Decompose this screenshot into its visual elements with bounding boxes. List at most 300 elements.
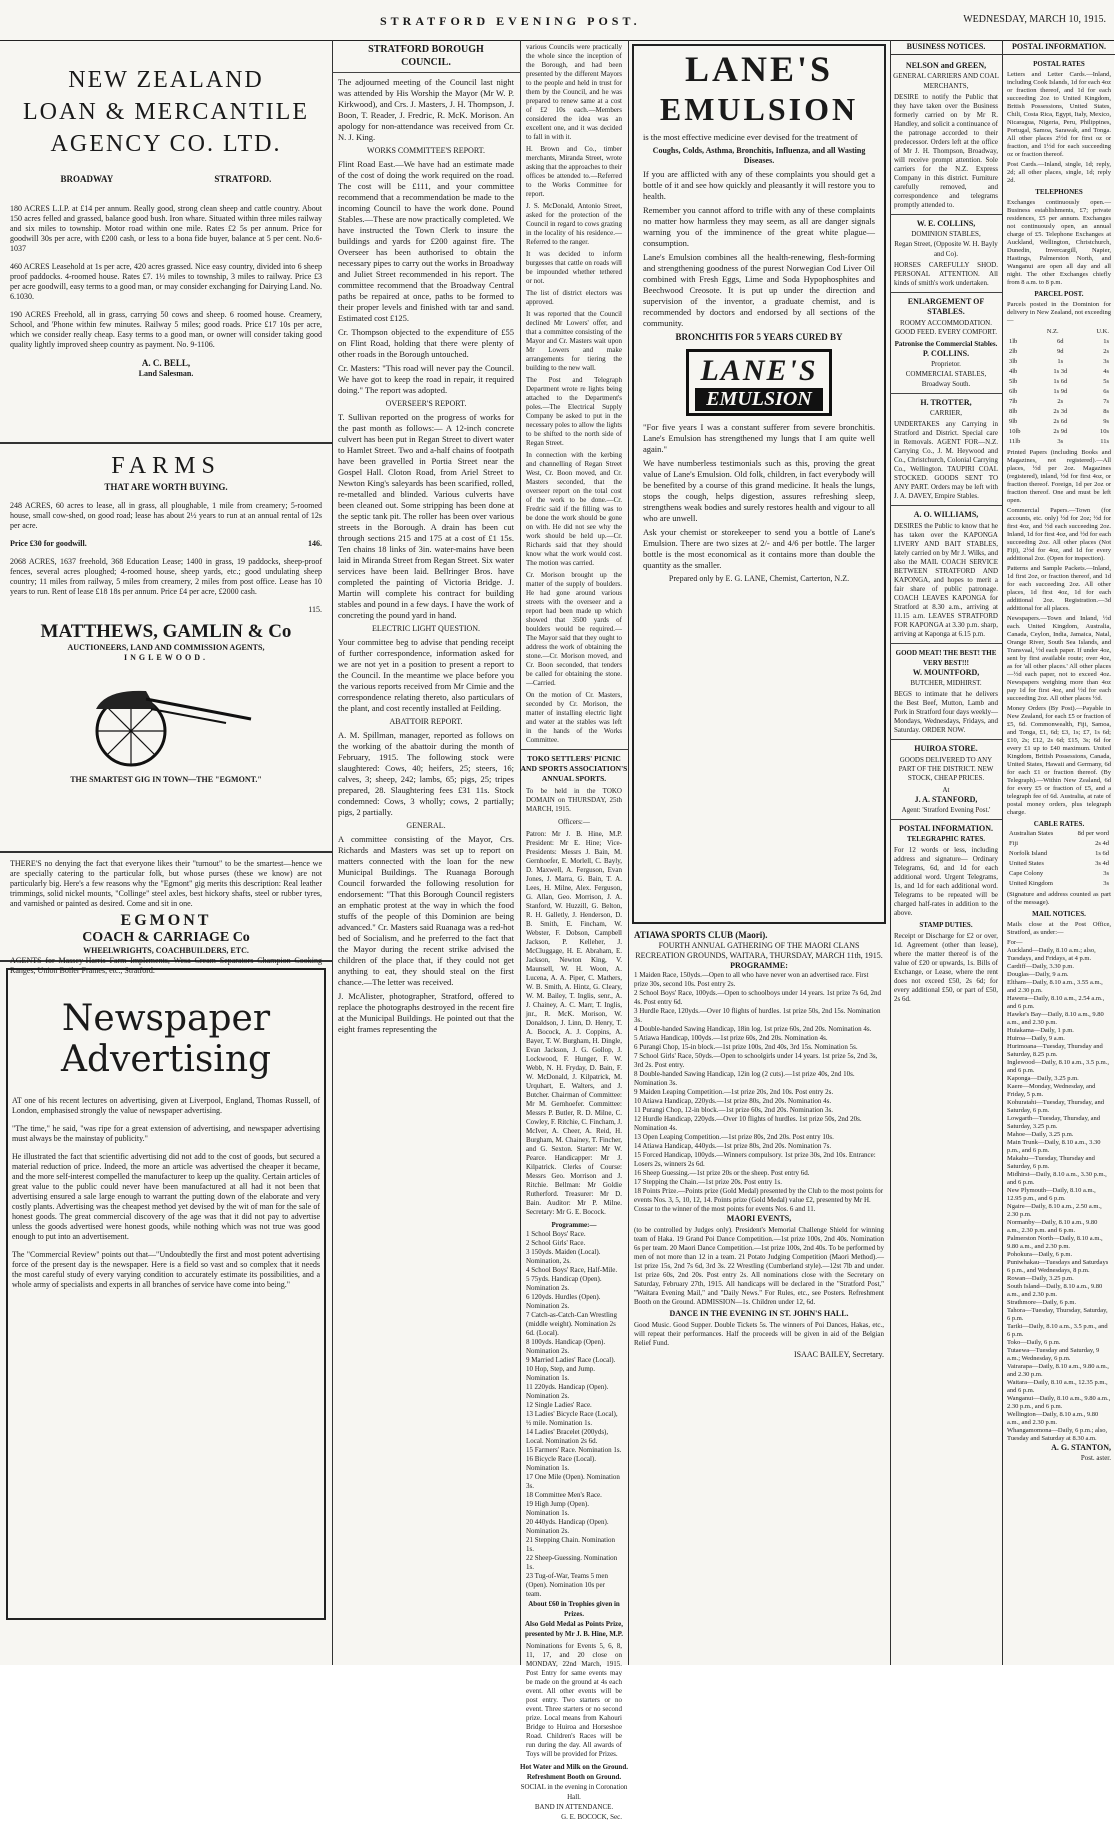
stables-patronise: Patronise the Commercial Stables. (894, 340, 998, 348)
lanes-emulsion-ad (632, 44, 886, 924)
table-row (1003, 417, 1115, 427)
programme-item: 17 One Mile (Open). Nomination 3s. (526, 1473, 620, 1490)
programme-item: 11 Purangi Chop, 12-in block.—1st prize 60s, 2nd 20s. Nomination 3s. (634, 1106, 834, 1114)
table-cell: 1s 6d (1053, 378, 1068, 385)
programme-item: 15 Farmers' Race. Nomination 1s. (526, 1446, 622, 1454)
table-cell: 10lb (1009, 428, 1021, 435)
programme-item: 10 Hop, Step, and Jump. Nomination 1s. (526, 1365, 596, 1382)
egmont-ad (0, 853, 332, 975)
overseer-heading: OVERSEER'S REPORT. (385, 399, 467, 408)
table-row (1003, 849, 1115, 859)
programme-item: 7 Catch-as-Catch-Can Wrestling (middle weight). Nomination 2s 6d. (Local). (526, 1311, 617, 1337)
table-cell: 9d (1057, 348, 1064, 355)
news-paragraph-3: He illustrated the fact that scientific advertising did not add to the cost of goods, but secured a material reduction of price. Indeed, the more an article was advertised the cheaper it became, and the more self-interest compelled the manufacturer to keep up the quality. Certain articles of great value to the public could never have been manufactured at all had it not been that advertising ensured a sale large enough to warrant the putting down of the elaborate and very costly plants. Advertising was the cheapest method yet devised by the wit of man for the sale of honest goods. The great commercial discovery of the age was that it did not pay to advertise unless the goods advertised were honest goods, while nothing which was not true was good enough to put into an advertisement. (12, 1152, 320, 1241)
mail-notice-item: Puniwhakau—Tuesdays and Saturdays 6 p.m., and Wednesdays, 8 p.m. (1007, 1259, 1109, 1274)
lanes-logo (686, 349, 832, 416)
table-cell: 4s (1103, 368, 1109, 375)
news-paragraph-2: "The time," he said, "was ripe for a great extension of advertising, and newspaper advertising must always be the mainstay of publicity." (12, 1124, 320, 1143)
programme-item: 5 75yds. Handicap (Open). Nomination 2s. (526, 1275, 602, 1292)
table-cell: 1s (1103, 338, 1109, 345)
nz-title-2: LOAN & MERCANTILE (23, 99, 309, 125)
table-cell: 7lb (1009, 398, 1018, 405)
egmont-subtitle: WHEELWRIGHTS, COACHBUILDERS, ETC. (83, 946, 249, 955)
general-heading: GENERAL. (406, 821, 446, 830)
farm-1-price-row (10, 539, 322, 549)
programme-item: 3 150yds. Maiden (Local). Nomination, 2s. (526, 1248, 601, 1265)
farm-1-price: Price £30 for goodwill. (10, 539, 87, 548)
table-cell: U.K. (1096, 328, 1109, 335)
programme-item: 17 Stepping the Chain.—1st prize 20s. Post entry 1s. (634, 1178, 782, 1186)
column-4 (628, 40, 891, 1665)
stanford-name: J. A. STANFORD, (914, 795, 978, 804)
table-cell: 1s (1057, 358, 1064, 365)
table-cell: 9s (1103, 418, 1109, 425)
parcel-rate-table (1003, 327, 1115, 447)
programme-item: 6 120yds. Hurdles (Open). Nomination 2s. (526, 1293, 601, 1310)
toko-p1: To be held in the TOKO DOMAIN on THURSDAY, 25th MARCH, 1915. (526, 787, 622, 813)
mail-notice-item: Tutaewa—Tuesday and Saturday, 9 a.m.; Wednesday, 6 p.m. (1007, 1347, 1100, 1362)
parcel-post-text: Parcels posted in the Dominion for delivery in New Zealand, not exceeding— (1007, 301, 1111, 324)
parcel-post-heading: PARCEL POST. (1034, 290, 1084, 298)
table-cell: 6lb (1009, 388, 1018, 395)
toko-trophies: About £60 in Trophies given in Prizes. (528, 1600, 620, 1618)
council-p1: The adjourned meeting of the Council last night was attended by His Worship the Mayor (Mr W. P. Kirkwood), and Crs. J. Masters, J. H. Thompson, J. Boon, T. Reader, J. Fredric, R. McK. Morison. An apology for non-attendance was received from Cr. N. J. King. (338, 77, 514, 142)
nz-listing-3: 190 ACRES Freehold, all in grass, carrying 50 cows and sheep. 6 roomed house. Creamery, School, and 'Phone within few minutes. Railway 5 miles; good roads. Price £17 10s per acre, which we consider really cheap. Easy terms to a good man, or owner will consider taking good quality lightly improved sheep country as payment. No. 9-1106. (10, 310, 322, 349)
table-cell: 1s 6d (1095, 850, 1109, 857)
postal-information-title: POSTAL INFORMATION. (1003, 40, 1115, 55)
mail-notice-item: Inglewood—Daily, 8.10 a.m., 3.5 p.m., and 6 p.m. (1007, 1059, 1109, 1074)
mail-notice-item: Vairarapa—Daily, 8.10 a.m., 9.80 a.m., and 2.30 p.m. (1007, 1363, 1109, 1378)
mail-notice-item: Makahu—Tuesday, Thursday and Saturday, 6 p.m. (1007, 1155, 1095, 1170)
lanes-p1: is the most effective medicine ever devised for the treatment of (643, 132, 858, 142)
collins-subtitle: DOMINION STABLES, (911, 230, 981, 238)
money-orders: Money Orders (By Post).—Payable in New Zealand, for each £5 or fraction of £5, 6d. Commonwealth, Fiji, Samoa, and Tonga, £1, 6d; £3, 1s; £7, 1s 6d; £10, 2s; £12, 2s 6d; £15, 3s; 6d for every £1 up to £40 maximum. United Kingdom, British Possessions, Canada, United States, Hawaii and Germany, 6d for each £1 or fraction thereof. (By Telegraph).—Within New Zealand, 6d for every £5 or fraction of £5, and a telegraph fee of 6d. Australia, at rate of postal money orders, plus telegraph charge. (1007, 705, 1111, 816)
programme-item: 9 Married Ladies' Race (Local). (526, 1356, 616, 1364)
abattoir-heading: ABATTOIR REPORT. (389, 717, 463, 726)
table-cell: Norfolk Island (1009, 850, 1048, 857)
mail-notice-item: Hawera—Daily, 8.10 a.m., 2.54 a.m., and 6 p.m. (1007, 995, 1105, 1010)
table-cell: 8d per word (1077, 830, 1109, 837)
programme-item: 13 Open Leaping Competition.—1st prize 80s, 2nd 20s. Post entry 10s. (634, 1133, 834, 1141)
mail-notice-item: Huiroa—Daily, 9 a.m. (1007, 1035, 1065, 1042)
farms-subtitle: THAT ARE WORTH BUYING. (104, 482, 228, 492)
nz-left-label: BROADWAY (60, 174, 114, 184)
council-p4: Cr. Masters: "This road will never pay the Council. We have got to keep the road in repair, it required doing." The report was adopted. (338, 363, 514, 395)
stables-text: ROOMY ACCOMMODATION. GOOD FEED. EVERY COMFORT. (894, 319, 998, 336)
telegraphic-rates-title: TELEGRAPHIC RATES. (906, 835, 986, 843)
atiawa-title: ATIAWA SPORTS CLUB (Maori). (634, 930, 768, 940)
farm-listing-2: 2068 ACRES, 1637 freehold, 368 Education Lease; 1400 in grass, 19 paddocks, sheep-proof fences, several acres ploughed; 4-roomed house, sheep yards, etc.; good undulating sheep country; 11 miles from railway, 5 miles from creamery, 2 miles from post office. Lease has 10 years to run. Rent of lease £18 18s per annum. Price £4 per acre, £2000 cash. (10, 557, 322, 596)
table-cell: 5lb (1009, 378, 1018, 385)
mail-notice-item: Kaponga—Daily, 3.25 p.m. (1007, 1075, 1079, 1082)
table-cell: 3s (1103, 880, 1109, 887)
maori-events-heading: MAORI EVENTS, (726, 1214, 792, 1223)
programme-item: 9 Maiden Leaping Competition.—1st prize 20s, 2nd 10s. Post entry 2s. (634, 1088, 834, 1096)
stanford-agent: Agent: 'Stratford Evening Post.' (901, 806, 991, 814)
mail-notice-item: South Island—Daily, 8.10 a.m., 9.80 a.m., and 2.30 p.m. (1007, 1283, 1103, 1298)
issue-date: WEDNESDAY, MARCH 10, 1915. (963, 14, 1106, 25)
programme-item: 4 Double-handed Sawing Handicap, 18in log. 1st prize 60s, 2nd 20s. Nomination 4s. (634, 1025, 872, 1033)
masthead (0, 0, 1114, 41)
table-cell: 7s (1103, 398, 1109, 405)
programme-item: 16 Sheep Guessing.—1st prize 20s or the sheep. Post entry 6d. (634, 1169, 810, 1177)
table-cell: 2s 6d (1053, 418, 1068, 425)
divider (890, 214, 1002, 215)
council-cont-p3: J. S. McDonald, Antonio Street, asked for the protection of the Council in regard to cows grazing in the locality of his residence.—Referred to the ranger. (526, 202, 622, 246)
commercial-stables: COMMERCIAL STABLES, (905, 370, 987, 378)
mail-notices-heading: MAIL NOTICES. (1032, 910, 1086, 918)
post-cards-rates: Post Cards.—Inland, single, 1d; reply, 2d; all other places, single, 1d; reply 2d. (1007, 161, 1111, 184)
mail-notice-item: Kohuratahi—Tuesday, Thursday, and Saturday, 6 p.m. (1007, 1099, 1105, 1114)
programme-heading: Programme:— (551, 1221, 597, 1229)
nz-title-1: NEW ZEALAND (68, 67, 264, 93)
mail-notice-item: Eltham—Daily, 8.10 a.m., 3.55 a.m., and 2.30 p.m. (1007, 979, 1103, 994)
lanes-title-2: EMULSION (659, 91, 859, 127)
letters-rates: Letters and Letter Cards.—Inland, including Cook Islands, 1d for each 4oz or fraction thereof, and 1d for each succeeding 2oz to United Kingdom, British Possessions, United States, Chili, Costa Rica, Egypt, Italy, Mexico, Nicaragua, Nigeria, Peru, Philippines, Portugal, Samoa, Sarawak, and Tonga. All other places 2½d for first oz or fraction, and 1½d for each succeeding oz or fraction thereof. (1007, 71, 1111, 158)
nz-title-3: AGENCY CO. LTD. (50, 131, 282, 157)
table-row (1003, 859, 1115, 869)
table-cell: 5s (1103, 378, 1109, 385)
programme-item: 8 100yds. Handicap (Open). Nomination 2s. (526, 1338, 606, 1355)
lanes-p4: Lane's Emulsion combines all the health-renewing, flesh-forming and strengthening goodness of the purest Norwegian Cod Liver Oil combined with Fresh Eggs, Lime and Soda Hypophosphites and Beechwood Creosote. It is put up under the direction and supervision of the inventor, a graduate chemist, and is recommended by doctors and endorsed by all sections of the community. (643, 252, 875, 328)
farm-listing-1: 248 ACRES, 60 acres to lease, all in grass, all ploughable, 1 mile from creamery; 5-roomed house, small cow-shed, on good road; lease has about 2½ years to run at an annual rental of 12s per acre. (10, 501, 322, 530)
lanes-p5: "For five years I was a constant sufferer from severe bronchitis. Lane's Emulsion has strengthened my lungs that I am quite well again." (643, 422, 875, 454)
williams-text: DESIRES the Public to know that he has taken over the KAPONGA LIVERY AND BAIT STABLES, lately carried on by Mr J. Wilks, and also the MAIL COACH SERVICE BETWEEN STRATFORD AND KAPONGA, and hopes to merit a fair share of public patronage. COACH LEAVES KAPONGA for Stratford at 8.30 a.m., arriving at 11.15 a.m. LEAVES STRATFORD FOR KAPONGA at 3.30 p.m. sharp, arriving at Kaponga at 6.15 p.m. (894, 522, 998, 638)
stables-title: ENLARGEMENT OF STABLES. (907, 297, 985, 316)
divider (520, 749, 628, 750)
lanes-cured: BRONCHITIS FOR 5 YEARS CURED BY (675, 332, 843, 342)
table-row (1003, 839, 1115, 849)
dance-heading: DANCE IN THE EVENING IN ST. JOHN'S HALL. (669, 1309, 849, 1318)
nz-address (10, 174, 322, 184)
trotter-title: H. TROTTER, (920, 398, 972, 407)
council-cont-p10: On the motion of Cr. Masters, seconded by Cr. Morison, the matter of installing electric light and water at the stables was left in the hands of the Works Committee. (526, 691, 622, 744)
column-6 (1002, 40, 1115, 1665)
table-cell: 3s (1103, 870, 1109, 877)
council-p2: Flint Road East.—We have had an estimate made of the cost of doing the work required on the road. The cost will be £111, and your committee recommend that a recommendation be made to the incoming Council to have the work done. Pound Stables.—These are now practically completed. We have instructed the Town Clerk to insure the buildings and yards for £200 against fire. The Overseer has been authorised to obtain the necessary pipes to carry out the works in Broadway and Juliet Street recommended in his report. The committee recommend that the Broadway Central paths be repaired at once, paths to be formed to their proper levels and finished with tar and sand. Estimated cost £125. (338, 159, 514, 323)
patterns-samples: Patterns and Sample Packets.—Inland, 1d first 2oz, or fraction thereof, and 1d for each succeeding 2oz. All other places, 1d first 4oz, 1d for each additional 2oz. Registration.—3d additional for all places. (1007, 565, 1111, 612)
table-row (1003, 357, 1115, 367)
mail-notice-item: Hurimoana—Tuesday, Thursday and Saturday, 8.25 p.m. (1007, 1043, 1103, 1058)
commercial-address: Broadway South. (921, 380, 971, 388)
table-cell: 3s (1057, 438, 1064, 445)
table-cell: 6d (1057, 338, 1064, 345)
table-cell: United Kingdom (1009, 880, 1053, 887)
mail-notice-item: Douglas—Daily, 9 a.m. (1007, 971, 1069, 978)
mountford-text: BEGS to intimate that he delivers the Best Beef, Mutton, Lamb and Pork in Stratford four days weekly—Mondays, Wednesdays, Fridays, and Saturday. ORDER NOW. (894, 690, 999, 734)
lanes-title: LANE'S (684, 49, 834, 89)
column-5 (890, 40, 1002, 1665)
mail-notice-item: Auckland—Daily, 8.10 a.m.; also, Tuesdays, and Fridays, at 4 p.m. (1007, 947, 1096, 962)
programme-item: 16 Bicycle Race (Local). Nomination 1s. (526, 1455, 596, 1472)
council-p3: Cr. Thompson objected to the expenditure of £55 on Flint Road, holding that there were plenty of other roads in the Borough untouched. (338, 327, 514, 359)
postal-info-title: POSTAL INFORMATION. (899, 824, 993, 833)
council-cont-p4: It was decided to inform burgesses that cattle on roads will be impounded whether tethered or not. (526, 250, 622, 285)
divider (890, 292, 1002, 293)
lanes-p7: Ask your chemist or storekeeper to send you a bottle of Lane's Emulsion. There are two sizes at 2/- and 4/6 per bottle. The larger bottle is the most economical as it contains more than double the quantity as the smaller. (643, 527, 875, 570)
egmont-title: EGMONT (120, 912, 212, 929)
farm-2-number: 115. (308, 605, 322, 614)
council-p9: J. McAlister, photographer, Stratford, offered to replace the photographs destroyed in the recent fire at the Municipal Buildings. He pointed out that the eight frames representing the (338, 991, 514, 1034)
mail-notice-item: Palmerston North—Daily, 8.10 a.m., 9.80 a.m., and 2.30 p.m. (1007, 1235, 1103, 1250)
toko-title: TOKO SETTLERS' PICNIC AND SPORTS ASSOCIATION'S ANNUAL SPORTS. (520, 754, 628, 783)
table-cell: 3s 4d (1095, 860, 1109, 867)
works-heading: WORKS COMMITTEE'S REPORT. (367, 146, 485, 155)
programme-item: 4 School Boys' Race, Half-Mile. (526, 1266, 618, 1274)
news-title-2: Advertising (60, 1039, 272, 1080)
mail-notice-item: New Plymouth—Daily, 8.10 a.m., 12.95 p.m., and 6 p.m. (1007, 1187, 1096, 1202)
table-row (1003, 879, 1115, 889)
table-cell: 8s (1103, 408, 1109, 415)
p-collins-role: Proprietor. (931, 360, 961, 368)
programme-item: 14 Ladies' Bracelet (200yds), Local. Nomination 2s 6d. (526, 1428, 609, 1445)
mail-notice-item: Rowan—Daily, 3.25 p.m. (1007, 1275, 1074, 1282)
telephones-text: Exchanges continuously open.—Business establishments, £7; private residences, £5 per annum. Exchanges not continuously open, an annual charge of £5. Telephone Exchanges at Auckland, Wellington, Christchurch, Dunedin, Invercargill, Napier, Hastings, Palmerston North, and Wanganui are open all day and all night. The other Exchanges chiefly from 8 a.m. to 8 p.m. (1007, 199, 1111, 286)
newspaper-title: STRATFORD EVENING POST. (380, 14, 641, 28)
mail-notice-item: Main Trunk—Daily, 8.10 a.m., 3.30 p.m., and 6 p.m. (1007, 1139, 1101, 1154)
lanes-diseases: Coughs, Colds, Asthma, Bronchitis, Influenza, and all Wasting Diseases. (652, 146, 866, 165)
postmaster-title: Post. aster. (1080, 1454, 1111, 1462)
council-title-1: STRATFORD BOROUGH (368, 44, 484, 55)
table-cell: 2lb (1009, 348, 1018, 355)
table-cell: 1lb (1009, 338, 1018, 345)
maori-events-text: (to be controlled by Judges only). President's Memorial Challenge Shield for winning team of Haka. 19 Grand Poi Dance Competition.—1st prize 100s, 2nd 40s. Nomination 6s per team. 20 Maori Dance Competition.—1st prize 100s, 2nd 40s. To be performed by men of not more than 12 in a team. 21 Potato Judging Competition (Maori Method).—1st prize 15s, 2nd 7s 6d, 3rd 3s. 22 Wrestling (Cumberland style).—12st 7lb and under. 1st prize 60s, 2nd 20s. Post entry 2s. All nominations close with the Secretary on Saturday, February 27th, 1915. All handicaps will be declared in the "Stratford Post," "Waitara Evening Mail," and "Daily News." For Rules, etc., see Posters. Refreshment Booth on the Ground. ADMISSION—1s. Children under 12, 6d. (634, 1226, 884, 1306)
toko-programme-list (526, 1230, 622, 1599)
council-p7: A. M. Spillman, manager, reported as follows on the working of the abattoir during the month of February, 1915. The following stock were slaughtered: Cows, 40; heifers, 25; steers, 16; calves, 3; sheep, 242; lambs, 65; pigs, 25; tripes prepared, 28. Slaughtering fees £31 11s. Stock condemned: Cows, 3 wholly; cows, 2 partially; pigs, 2 partially. (338, 730, 514, 817)
table-cell: 8lb (1009, 408, 1018, 415)
collins-title: W. E. COLLINS, (916, 219, 976, 228)
programme-item: 15 Forced Handicap, 100yds.—Winners compulsory. 1st prize 30s, 2nd 10s. Entrance: Losers 2s, winners 2s 6d. (634, 1151, 876, 1168)
table-cell: 11s (1100, 438, 1109, 445)
council-p5: T. Sullivan reported on the progress of works for the past month as follows:— A 12-inch concrete culvert has been put in Regan Street to divert water to Hamlet Street. Two and a-half chains of footpath have been gravelled in Portia Street near the Gospel Hall. Cloton Road, from Ariel Street to Newton King's saleyards has been scarified, rolled, re-metalled and blinded. Various culverts have been cleaned out. Some stripping has been done at the septic tank pit. The roller has been over various streets in the Borough. A drain has been cut through sections 215 and 175 at a cost of £1 15s. Ten chains 18 links of 3in. water-mains have been laid in Miranda Street from Regan Street. Six water services have been laid. Bellringer Bros. have completed the painting of Victoria Bridge. J. Martin will complete his contract for building stables and pound in a few days. I have the work of concreting the pound yard in hand. (338, 412, 514, 620)
programme-item: 14 Atiawa Handicap, 440yds.—1st prize 80s, 2nd 20s. Nomination 7s. (634, 1142, 832, 1150)
atiawa-subtitle: FOURTH ANNUAL GATHERING OF THE MAORI CLANS RECREATION GROUNDS, WAITARA, THURSDAY, MARCH 11th, 1915. (635, 941, 883, 960)
mail-notice-item: Tariki—Daily, 8.10 a.m., 3.5 p.m., and 6 p.m. (1007, 1323, 1108, 1338)
huiroa-at: At (942, 786, 950, 794)
williams-title: A. O. WILLIAMS, (913, 510, 979, 519)
printed-papers: Printed Papers (including Books and Magazines, not registered).—All places, ½d per 2oz. Magazines (registered), inland, ½d for first 4oz, or fraction thereof. Foreign, 1d per 2oz or fraction thereof. One and must be left open. (1007, 449, 1111, 504)
gig-text: THERE'S no denying the fact that everyone likes their "turnout" to be the smartest—hence we are specially catering to the particular folk, but whose purses (these we know) are not particularly big. Here's a few reasons why the "Egmont" gig merits this description: Real leather trimmings, solid nickel mounts, "Collinge" steel axles, best hickory shafts, steel or rubber tyres, and varnished or painted as desired. Come and sit in one. (10, 859, 322, 908)
stamp-duties-title: STAMP DUTIES. (919, 921, 973, 929)
divider (890, 643, 1002, 644)
nz-listing-1: 180 ACRES L.I.P. at £14 per annum. Really good, strong clean sheep and cattle country. About 150 acres felled and grassed, balance good bush. Iron whare. Situated within three miles railway and six miles to township. Motor road within one mile. Rates £2 5s per annum. Price for goodwill 30s per acre, with £200 cash, or less to a bona fide buyer, balance at 5 per cent. No.6-1037 (10, 204, 322, 253)
nz-loan-ad (0, 40, 332, 444)
programme-item: 20 440yds. Handicap (Open). Nomination 2s. (526, 1518, 609, 1535)
table-row (1003, 407, 1115, 417)
business-notices-title: BUSINESS NOTICES. (890, 40, 1002, 55)
mg-subtitle: AUCTIONEERS, LAND AND COMMISSION AGENTS, (67, 643, 265, 652)
farms-ad (0, 444, 332, 853)
nelson-title: NELSON and GREEN, (905, 61, 987, 70)
news-paragraph-4: The "Commercial Review" points out that—"Undoubtedly the first and most potent advertising force of the present day is the newspaper. Here is a field so vast and so complex that it needs the most careful study of every varying condition to accurately estimate its possibilities, and a whole army of specialists and experts in all branches of service have come into being." (12, 1250, 320, 1289)
mail-notice-item: Mahoe—Daily, 3.25 p.m. (1007, 1131, 1074, 1138)
table-cell: 9lb (1009, 418, 1018, 425)
cable-rate-table (1003, 829, 1115, 889)
mountford-headline: GOOD MEAT! THE BEST! THE VERY BEST!!! (895, 649, 997, 667)
atiawa-programme-heading: PROGRAMME: (730, 961, 788, 970)
collins-text: HORSES CAREFULLY SHOD. PERSONAL ATTENTION. All kinds of smith's work undertaken. (894, 261, 998, 287)
mail-notice-item: Kaere—Monday, Wednesday, and Friday, 5 p.m. (1007, 1083, 1096, 1098)
huiroa-text: GOODS DELIVERED TO ANY PART OF THE DISTRICT. NEW STOCK, CHEAP PRICES. (898, 756, 994, 782)
programme-item: 8 Double-handed Sawing Handicap, 12in log (2 cuts).—1st prize 40s, 2nd 10s. Nomination 3s. (634, 1070, 855, 1087)
mail-notices-intro: Mails close at the Post Office, Stratford, as under:— (1007, 921, 1111, 936)
postal-rates-heading: POSTAL RATES (1033, 60, 1085, 68)
mail-notice-item: Normanby—Daily, 8.10 a.m., 9.80 a.m., 2.30 p.m. and 6 p.m. (1007, 1219, 1098, 1234)
programme-item: 11 220yds. Handicap (Open). Nomination 2s. (526, 1383, 609, 1400)
council-title-2: COUNCIL. (401, 57, 451, 68)
mail-notice-item: Strathmore—Daily, 6 p.m. (1007, 1299, 1077, 1306)
toko-band: BAND IN ATTENDANCE. (534, 1803, 614, 1811)
toko-secretary: G. E. BOCOCK, Sec. (561, 1813, 622, 1821)
table-cell: N.Z. (1046, 328, 1059, 335)
mail-notice-item: Whangamomona—Daily, 6 p.m.; also, Tuesday and Saturday at 8.30 a.m. (1007, 1427, 1108, 1442)
lanes-p2: If you are afflicted with any of these complaints you should get a bottle of it and see how quickly and pleasantly it will restore you to health. (643, 169, 875, 201)
lanes-logo-word-2: EMULSION (695, 388, 823, 411)
table-cell: Australian States (1009, 830, 1054, 837)
mountford-subtitle: BUTCHER, MIDHIRST. (910, 679, 982, 687)
table-row (1003, 437, 1115, 447)
toko-medal: Also Gold Medal as Points Prize, presented by Mr J. B. Hine, M.P. (524, 1620, 624, 1638)
toko-refresh: Hot Water and Milk on the Ground. Refreshment Booth on Ground. (520, 1763, 628, 1781)
table-cell: 2s 3d (1053, 408, 1068, 415)
divider (890, 393, 1002, 394)
dance-text: Good Music. Good Supper. Double Tickets 5s. The winners of Poi Dances, Hakas, etc., will repeat their performances. Half the proceeds will be given in aid of the Belgian Relief Fund. (634, 1321, 884, 1347)
newspapers-rates: Newspapers.—Town and Inland, ½d each. United Kingdom, Australia, Canada, Ceylon, India, Jamaica, Natal, Orange River, South Sea Islands, and Transvaal, ½d each paper. If under 4oz, sent by first available route; over 4oz, as for 'all other places.' All other places—½d each paper, not to exceed 4oz. Newspapers weighing more than 4oz pay 1d for first 4oz, and ½d for each succeeding 2oz. All other places ½d. (1007, 615, 1111, 702)
collins-address: Regan Street, (Opposite W. H. Bayly and Co). (894, 240, 998, 258)
programme-item: 3 Hurdle Race, 120yds.—Over 10 flights of hurdles. 1st prize 50s, 2nd 15s. Nomination 3s. (634, 1007, 881, 1024)
mail-notice-item: Midhirst—Daily, 8.10 a.m., 3.30 p.m., and 6 p.m. (1007, 1171, 1107, 1186)
mail-for-label: For— (1007, 939, 1023, 946)
farm-1-number: 146. (308, 539, 322, 548)
lanes-maker: Prepared only by E. G. LANE, Chemist, Carterton, N.Z. (668, 574, 850, 583)
table-cell: 6s (1103, 388, 1109, 395)
table-row (1003, 377, 1115, 387)
atiawa-programme-list (634, 971, 884, 1214)
egmont-agents: AGENTS for Massey-Harris Farm Implements, Wesa Cream Separators Champion Cooking Ranges, Union Boiler Frames, etc., Stratford. (10, 956, 322, 975)
table-cell: 1s 9d (1053, 388, 1068, 395)
telephones-heading: TELEPHONES (1035, 188, 1083, 196)
council-cont-p5: The list of district electors was approved. (526, 289, 622, 306)
column-2 (332, 40, 521, 1665)
table-row (1003, 397, 1115, 407)
lanes-p6: We have numberless testimonials such as this, proving the great value of Lane's Emulsion. Old folk, children, in fact everybody will be benefited by a course of this grand medicine. It heals the lungs, stops the cough, helps digestion, assures refreshing sleep, strengthens weak bodies and surely restores health and vigour to all who are unwell. (643, 458, 875, 523)
council-cont-p6: It was reported that the Council declined Mr Lowers' offer, and that a committee consisting of the Mayor and Cr. Masters wait upon Mr Lowers and make arrangements for tiering the building to the new wall. (526, 310, 622, 372)
table-cell: United States (1009, 860, 1044, 867)
column-1 (0, 40, 333, 1665)
farms-title: FARMS (111, 453, 221, 479)
cable-rates-heading: CABLE RATES. (1033, 820, 1085, 828)
programme-item: 10 Atiawa Handicap, 220yds.—1st prize 80s, 2nd 20s. Nomination 4s. (634, 1097, 832, 1105)
programme-item: 12 Hurdle Handicap, 220yds.—Over 10 flights of hurdles. 1st prize 50s, 2nd 20s. Nomination 4s. (634, 1115, 862, 1132)
stamp-duties-text: Receipt or Discharge for £2 or over, 1d. Agreement (other than lease), where the matter thereof is of the value of £20 or upwards, 1s. Bills of Exchange, or Lease, where the rent does not exceed £50, 2s 6d; for every additional £50, or part of £50, 2s 6d. (894, 932, 998, 1003)
nelson-subtitle: GENERAL CARRIERS AND COAL MERCHANTS, (893, 72, 999, 90)
news-paragraph-1: AT one of his recent lectures on advertising, given at Liverpool, England, Thomas Russell, of London, emphasised strongly the value of newspaper advertising. (12, 1096, 320, 1115)
commercial-papers: Commercial Papers.—Town (for accounts, etc. only) ½d for 2oz; ½d for first 4oz, and ½d each succeeding 2oz. Inland, 1d for first 4oz, and ½d for each succeeding 2oz. All other places (Not Fiji), 2½d for 4oz, and 1d for every additional 2oz. (Open for inspection). (1007, 507, 1111, 562)
officers-heading: Officers:— (558, 818, 590, 826)
table-cell: 11lb (1009, 438, 1021, 445)
telegraphic-rates-text: For 12 words or less, including address and signature— Ordinary Telegrams, 6d, and 1d for each additional word. Urgent Telegrams, 1s, and 1d for each additional word. Telegrams to be repeated will be charged half-rates in addition to the above. (894, 846, 998, 917)
news-title-1: Newspaper (61, 998, 271, 1039)
cable-note: (Signature and address counted as part of the message). (1007, 891, 1111, 906)
mail-notice-item: Ngaire—Daily, 8.10 a.m., 2.50 a.m., 2.30 p.m. (1007, 1203, 1102, 1218)
table-cell: 2s 4d (1095, 840, 1109, 847)
programme-item: 2 School Boys' Race, 100yds.—Open to schoolboys under 14 years. 1st prize 7s 6d, 2nd 4s. Post entry 6d. (634, 989, 882, 1006)
electric-heading: ELECTRIC LIGHT QUESTION. (371, 624, 481, 633)
mail-notices-list (1007, 947, 1111, 1443)
programme-item: 5 Atiawa Handicap, 100yds.—1st prize 60s, 2nd 20s. Nomination 4s. (634, 1034, 828, 1042)
table-cell: 10s (1099, 428, 1109, 435)
table-row (1003, 387, 1115, 397)
divider (890, 819, 1002, 820)
council-cont-p2: H. Brown and Co., timber merchants, Miranda Street, wrote asking that the approaches to their offices be attended to.—Referred to the Works Committee for report. (526, 145, 622, 198)
programme-item: 18 Committee Men's Race. (526, 1491, 602, 1499)
divider (890, 505, 1002, 506)
dance-signature: ISAAC BAILEY, Secretary. (794, 1350, 884, 1359)
mail-notice-item: Waitara—Daily, 8.10 a.m., 12.35 p.m., and 6 p.m. (1007, 1379, 1108, 1394)
programme-item: 23 Tug-of-War, Teams 5 men (Open). Nomination 10s per team. (526, 1572, 608, 1598)
table-row (1003, 337, 1115, 347)
programme-item: 13 Ladies' Bicycle Race (Local), ½ mile. Nomination 1s. (526, 1410, 618, 1427)
mail-notice-item: Tahora—Tuesday, Thursday, Saturday, 6 p.m. (1007, 1307, 1108, 1322)
programme-item: 12 Single Ladies' Race. (526, 1401, 592, 1409)
council-cont-p7: The Post and Telegraph Department wrote re lights being attached to the Department's poles.—The Electrical Supply Company be asked to put in the necessary poles to allow the lights to be shifted to the north side of Regan Street. (526, 376, 622, 447)
mail-notice-item: Huiakama—Daily, 1 p.m. (1007, 1027, 1074, 1034)
table-cell: 2s (1103, 348, 1109, 355)
gig-illustration (76, 669, 256, 769)
table-cell: 2s (1057, 398, 1064, 405)
lanes-logo-word-1: LANE'S (700, 354, 818, 387)
programme-item: 2 School Girls' Race. (526, 1239, 586, 1247)
trotter-subtitle: CARRIER, (929, 409, 963, 417)
programme-item: 6 Purangi Chop, 15-in block.—1st prize 100s, 2nd 40s, 3rd 15s. Nomination 5s. (634, 1043, 858, 1051)
nz-agent: A. C. BELL, (141, 358, 191, 368)
newspaper-advertising-box (6, 968, 326, 1620)
toko-social: SOCIAL in the evening in Coronation Hall. (520, 1783, 628, 1801)
mg-place: INGLEWOOD. (123, 653, 208, 662)
huiroa-title: HUIROA STORE. (914, 744, 978, 753)
table-row (1003, 367, 1115, 377)
table-cell: 2s 9d (1053, 428, 1068, 435)
postmaster-name: A. G. STANTON, (1051, 1443, 1111, 1452)
council-p6: Your committee beg to advise that pending receipt of further correspondence, information asked for we are not yet in a position to present a report to the Council. In the meantime we place before you the various reports received from Mr Cimie and the correspondence relating thereto, also particulars of the plant, and cost recently installed at Feilding. (338, 637, 514, 713)
table-row (1003, 427, 1115, 437)
trotter-text: UNDERTAKES any Carrying in Stratford and District. Special care in Removals. AGENT FOR—N.Z. Carrying Co., J. M. Heywood and Co., Christchurch, Colonial Carrying Co., Wellington. TAUPIRI COAL STOCKED. GOODS SENT TO ANY PART. Orders may be left with J. A. DAVEY, Empire Stables. (894, 420, 998, 500)
nz-agent-title: Land Salesman. (138, 369, 194, 378)
column-3 (520, 40, 629, 1821)
table-cell: 1s 3d (1053, 368, 1068, 375)
mail-notice-item: Pohokura—Daily, 6 p.m. (1007, 1251, 1073, 1258)
table-cell: 3lb (1009, 358, 1018, 365)
mail-notice-item: Hawke's Bay—Daily, 8.10 a.m., 9.80 a.m., and 2.30 p.m. (1007, 1011, 1104, 1026)
mail-notice-item: Lowgarth—Tuesday, Thursday, and Saturday, 3.25 p.m. (1007, 1115, 1101, 1130)
nz-listing-2: 460 ACRES Leasehold at 1s per acre, 420 acres grassed. Nice easy country, divided into 6 sheep proof paddocks. 4-roomed house. Rates £7. 1½ miles to township, 3 miles to railway. Price £3 per acre goodwill, easy terms to a good man, or may consider exchanging for Dairying Land. No. 6.1030. (10, 262, 322, 301)
mg-title: MATTHEWS, GAMLIN & Co (40, 621, 292, 642)
programme-item: 18 Points Prize.—Points prize (Gold Medal) presented by the Club to the most points for events Nos. 3, 5, 10, 12, 14. Points prize (Gold Medal) value £2, presented by Mr H. Cossar to the winner of the most points for events Nos. 6 and 11. (634, 1187, 884, 1213)
table-row (1003, 869, 1115, 879)
toko-p3: Nominations for Events 5, 6, 8, 11, 17, and 20 close on MONDAY, 22nd March, 1915. Post Entry for same events may be made on the ground at 4s each event. All other events will be post entry. Two starters or no event. Three starters or no second prize. Local means from Kahouri Bridge to Huiroa and Horseshoe Road. Children's Races will be run during the day. All awards of Toys will be provided for Prizes. (526, 1642, 622, 1758)
council-cont-p1: various Councils were practically the whole since the inception of the Borough, and had been presented by the different Mayors to the people and held in trust for them by the Council, and he was prepared to renew same at a cost of £2 10s each.—Members considered the idea was an excellent one, and it was decided to fall in with it. (526, 43, 622, 141)
council-p8: A committee consisting of the Mayor, Crs. Richards and Masters was set up to report on matters connected with the loan for the new Municipal Buildings. The Ruanaga Borough Council forwarded the following resolution for endorsement: "That this Borough Council registers an emphatic protest at the way in which the food stuffs of the people of this Dominion are being advanced." Cr. Masters said Ruanaga was a red-hot bed of Socialism, and he preferred to the fact that the Mayor during the recent strike advised the children of the place that, if they could not get anything to eat, they should steal on the first chance.—The letter was received. (338, 834, 514, 987)
gig-caption: THE SMARTEST GIG IN TOWN—THE "EGMONT." (70, 775, 262, 784)
programme-item: 1 School Boys' Race. (526, 1230, 586, 1238)
mail-notice-item: Wellington—Daily, 8.10 a.m., 9.80 a.m., and 2.30 p.m. (1007, 1411, 1099, 1426)
programme-item: 7 School Girls' Race, 50yds.—Open to schoolgirls under 14 years. 1st prize 5s, 2nd 3s, 3rd 2s. Post entry. (634, 1052, 878, 1069)
mail-notice-item: Toko—Daily, 6 p.m. (1007, 1339, 1061, 1346)
lanes-p3: Remember you cannot afford to trifle with any of these complaints no matter how harmless they may seem, as all are danger signals warning you of the imminence of the great white plague—consumption. (643, 205, 875, 248)
table-row (1003, 347, 1115, 357)
mountford-title: W. MOUNTFORD, (912, 668, 980, 677)
toko-p2: Patron: Mr J. B. Hine, M.P. President: Mr E. Hine; Vice-Presidents: Messrs J. Bain, M. Gernhoefer, E. Morlell, C. Bayly, D. Maxwell, A. Ferguson, Evan Jones, J. Marra, G. Bain, T. A. Lees, H. Milne, Alex. Ferguson, G. Allan, Geo. Morrison, J. A. Stanford, W. Huzzill, G. Belton, R. H. Galletly, J. Henderson, D. B. Smith, E. Fincham, W. Webster, F. Dobson, Campbell Jackson, P. Kelleher, J. McCluggage, H. E. Abraham, E. Jackson, Newton King, V. Maunsell, W. H. Woon, A. Lucena, A. A. Piper, C. Mathers, W. B. Smith, A. Hintz, G. Cleary, W. M. Bailey, T. Inglis, senr., A. J. Chainey, A. C. Marr, T. Inglis, jnr., R. McK. Morison, W. Donaldson, J. Linn, D. Henry, T. A. Bocock, A. J. Coppins, A. Bayer, T. W. Burgham, H. Dingle, Evan Jackson, J. G. Gollop, J. Lockwood, F. Hunger, F. W. Webb, N. H. Fryday, D. Bain, F. W. McDonald, J. Kilpatrick, M. Urquhart, E. Walters, and J. Butcher. Chairman of Committee: Mr M. Gernhoefer. Committee: Messrs P. Butler, R. D. Milne, C. Cowley, F. Ritchie, C. Fincham, J. McIver, A. Cheer, A. Reid, H. Burgham, M. Chainey, T. Fincher, and G. Sexton. Starter: Mr W. Pearce. Handicapper: Mr J. Kilpatrick. Clerks of Course: Messrs Geo. Morrison and J. Ritchie. Bellman: Mr Goldie Rutherford. Treasurer: Mr D. Bain. Auditor: Mr P. Milne. Secretary: Mr G. E. Bocock. (526, 830, 623, 1216)
